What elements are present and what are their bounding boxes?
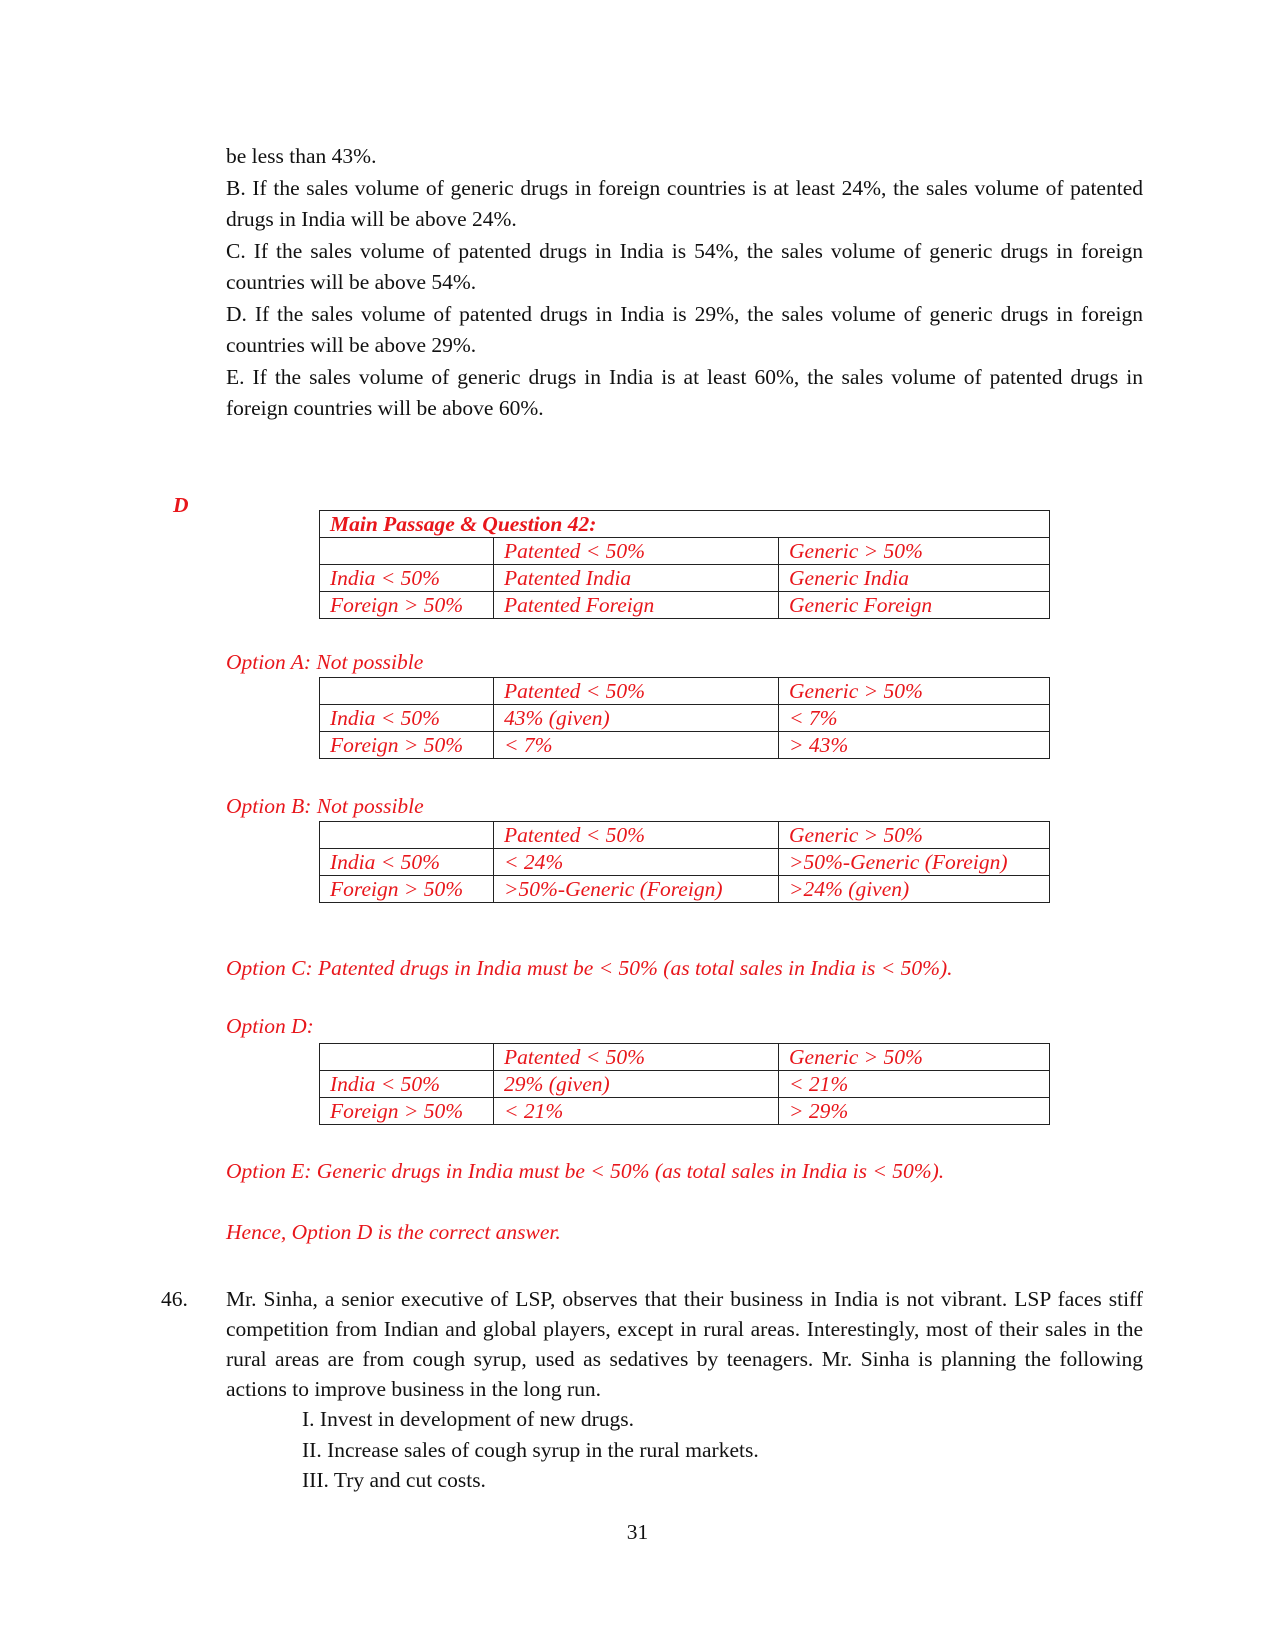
option-a-tail: be less than 43%. xyxy=(226,144,377,168)
option-b-label: Option B: Not possible xyxy=(226,794,424,818)
table-row xyxy=(320,849,1050,876)
table-cell: Generic Foreign xyxy=(779,592,1050,619)
main-passage-table xyxy=(319,510,1050,619)
table-cell: Generic > 50% xyxy=(779,538,1050,565)
option-a-label: Option A: Not possible xyxy=(226,650,424,674)
table-row xyxy=(320,732,1050,759)
question-options-block xyxy=(226,141,1143,425)
question-number: 46. xyxy=(161,1287,188,1311)
table-cell: Foreign > 50% xyxy=(320,592,494,619)
table-cell: India < 50% xyxy=(320,705,494,732)
option-b-table xyxy=(319,821,1050,903)
table-cell: India < 50% xyxy=(320,565,494,592)
list-item: III. Try and cut costs. xyxy=(302,1468,486,1492)
answer-letter: D xyxy=(173,493,189,517)
table-row xyxy=(320,1071,1050,1098)
table-cell xyxy=(320,1044,494,1071)
table-cell: < 7% xyxy=(494,732,779,759)
table-cell xyxy=(320,822,494,849)
table-cell xyxy=(320,678,494,705)
page-number: 31 xyxy=(626,1520,649,1544)
table-cell: Patented < 50% xyxy=(494,1044,779,1071)
option-e-label: Option E: Generic drugs in India must be < 50% (as total sales in India is < 50%). xyxy=(226,1159,945,1183)
table-row xyxy=(320,1044,1050,1071)
option-d-table xyxy=(319,1043,1050,1125)
table-cell: 43% (given) xyxy=(494,705,779,732)
table-cell: Patented India xyxy=(494,565,779,592)
table-row xyxy=(320,511,1050,538)
conclusion-text: Hence, Option D is the correct answer. xyxy=(226,1220,561,1244)
table-cell: >50%-Generic (Foreign) xyxy=(494,876,779,903)
table-cell: > 29% xyxy=(779,1098,1050,1125)
table-row xyxy=(320,822,1050,849)
table-cell: Patented Foreign xyxy=(494,592,779,619)
table-cell: Generic India xyxy=(779,565,1050,592)
list-item: II. Increase sales of cough syrup in the rural markets. xyxy=(302,1437,759,1462)
table-title: Main Passage & Question 42: xyxy=(320,511,1050,538)
table-cell: Patented < 50% xyxy=(494,538,779,565)
table-cell: India < 50% xyxy=(320,1071,494,1098)
table-row xyxy=(320,705,1050,732)
table-cell: >24% (given) xyxy=(779,876,1050,903)
option-c-text: C. If the sales volume of patented drugs in India is 54%, the sales volume of generic drugs in foreign countries will be above 54%. xyxy=(226,238,1143,294)
table-cell: Foreign > 50% xyxy=(320,1098,494,1125)
option-a-table xyxy=(319,677,1050,759)
option-b-text: B. If the sales volume of generic drugs in foreign countries is at least 24%, the sales volume of patented drugs in India will be above 24%. xyxy=(226,175,1143,231)
table-cell: India < 50% xyxy=(320,849,494,876)
table-cell: Foreign > 50% xyxy=(320,732,494,759)
table-cell: Generic > 50% xyxy=(779,822,1050,849)
table-cell: Patented < 50% xyxy=(494,678,779,705)
table-cell: Patented < 50% xyxy=(494,822,779,849)
question-46-text: Mr. Sinha, a senior executive of LSP, observes that their business in India is not vibrant. LSP faces stiff competition from Indian and global players, except in rural areas. Interestingly, most of their sales in the rural areas are from cough syrup, used as sedatives by teenagers. Mr. Sinha is planning the following actions to improve business in the long run. xyxy=(226,1287,1143,1401)
table-row xyxy=(320,538,1050,565)
table-row xyxy=(320,678,1050,705)
table-cell: < 7% xyxy=(779,705,1050,732)
table-cell: < 21% xyxy=(779,1071,1050,1098)
table-cell: > 43% xyxy=(779,732,1050,759)
list-item: I. Invest in development of new drugs. xyxy=(302,1407,634,1431)
table-cell xyxy=(320,538,494,565)
table-cell: < 24% xyxy=(494,849,779,876)
option-c-label: Option C: Patented drugs in India must be < 50% (as total sales in India is < 50%). xyxy=(226,956,953,980)
table-row xyxy=(320,592,1050,619)
option-d-text: D. If the sales volume of patented drugs in India is 29%, the sales volume of generic drugs in foreign countries will be above 29%. xyxy=(226,301,1143,357)
table-cell: Foreign > 50% xyxy=(320,876,494,903)
table-row xyxy=(320,876,1050,903)
table-row xyxy=(320,565,1050,592)
option-d-label: Option D: xyxy=(226,1014,314,1038)
table-cell: 29% (given) xyxy=(494,1071,779,1098)
table-cell: Generic > 50% xyxy=(779,1044,1050,1071)
table-cell: Generic > 50% xyxy=(779,678,1050,705)
table-cell: < 21% xyxy=(494,1098,779,1125)
option-e-text: E. If the sales volume of generic drugs in India is at least 60%, the sales volume of patented drugs in foreign countries will be above 60%. xyxy=(226,364,1143,420)
table-cell: >50%-Generic (Foreign) xyxy=(779,849,1050,876)
table-row xyxy=(320,1098,1050,1125)
question-46-actions xyxy=(302,1404,759,1496)
